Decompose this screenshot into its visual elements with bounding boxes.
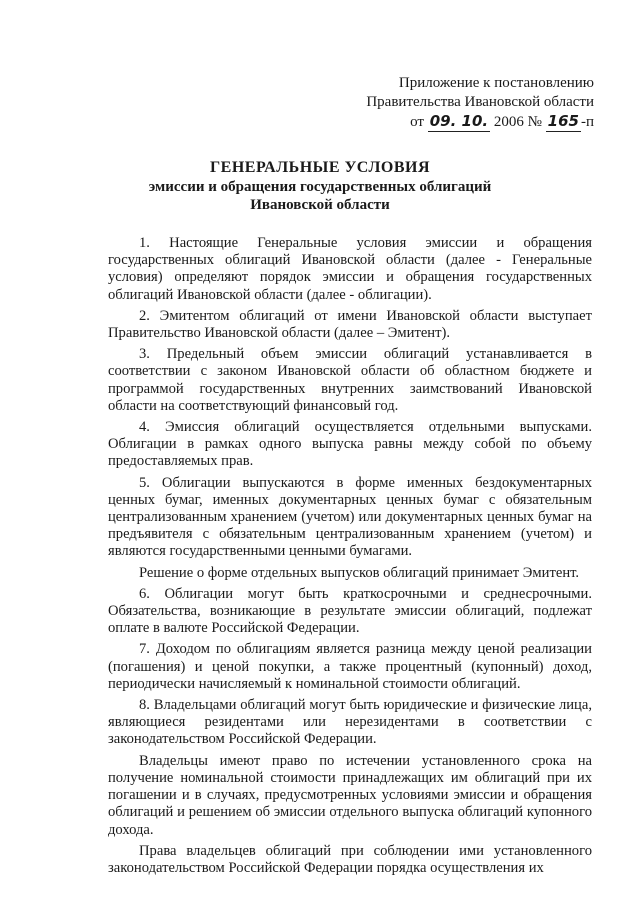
approval-line-3 — [366, 112, 594, 132]
paragraph-7: 7. Доходом по облигациям является разница между ценой реализации (погашения) и ценой покупки, а также процентный (купонный) доход, периодически начисляемый к номинальной стоимости облигаций. — [108, 641, 592, 692]
paragraph-5: 5. Облигации выпускаются в форме именных бездокументарных ценных бумаг, именных документарных ценных бумаг с обязательным централизованным хранением (учетом) или документарных ценных бумаг на предъявителя с обязательным централизованным хранением (учетом) и являются государственными ценными бумагами. — [108, 474, 592, 560]
paragraph-8-rights: Владельцы имеют право по истечении установленного срока на получение номинальной стоимости принадлежащих им облигаций при их погашении и в случаях, предусмотренных условиями эмиссии и обращения облигаций и решением об эмиссии отдельного выпуска облигаций купонного дохода. — [108, 752, 592, 838]
document-title — [0, 158, 640, 214]
paragraph-8: 8. Владельцами облигаций могут быть юридические и физические лица, являющиеся резидентами или нерезидентами в соответствии с законодательством Российской Федерации. — [108, 697, 592, 748]
document-body — [108, 235, 592, 881]
title-sub-1: эмиссии и обращения государственных облигаций — [148, 179, 492, 195]
paragraph-4: 4. Эмиссия облигаций осуществляется отдельными выпусками. Облигации в рамках одного выпуска равны между собой по объему предоставляемых прав. — [108, 419, 592, 470]
approval-line-2: Правительства Ивановской области — [366, 94, 594, 110]
approval-line-1: Приложение к постановлению — [398, 75, 594, 91]
paragraph-1: 1. Настоящие Генеральные условия эмиссии и обращения государственных облигаций Ивановской области (далее - Генеральные условия) определяют порядок эмиссии и обращения государственных облигаций Ивановской области (далее - облигации). — [108, 235, 592, 303]
paragraph-2: 2. Эмитентом облигаций от имени Ивановской области выступает Правительство Ивановской области (далее – Эмитент). — [108, 307, 592, 342]
paragraph-5-decision: Решение о форме отдельных выпусков облигаций принимает Эмитент. — [139, 564, 580, 581]
paragraph-3: 3. Предельный объем эмиссии облигаций устанавливается в соответствии с законом Ивановской области об областном бюджете и программой государственных внутренних заимствований Ивановской области на соответствующий финансовый год. — [108, 346, 592, 414]
approval-prefix: от — [410, 114, 424, 130]
paragraph-6: 6. Облигации могут быть краткосрочными и среднесрочными. Обязательства, возникающие в результате эмиссии облигаций, подлежат оплате в валюте Российской Федерации. — [108, 585, 592, 637]
approval-number: 165 — [547, 112, 579, 130]
title-sub-2: Ивановской области — [250, 197, 390, 213]
approval-date: 09. 10. — [429, 112, 489, 130]
approval-header — [366, 74, 594, 132]
title-main: ГЕНЕРАЛЬНЫЕ УСЛОВИЯ — [209, 159, 430, 176]
approval-year: 2006 № — [493, 114, 542, 130]
paragraph-8-holder-rights: Права владельцев облигаций при соблюдении ими установленного законодательством Российской Федерации порядка осуществления их — [108, 842, 592, 876]
approval-suffix: -п — [580, 114, 594, 130]
